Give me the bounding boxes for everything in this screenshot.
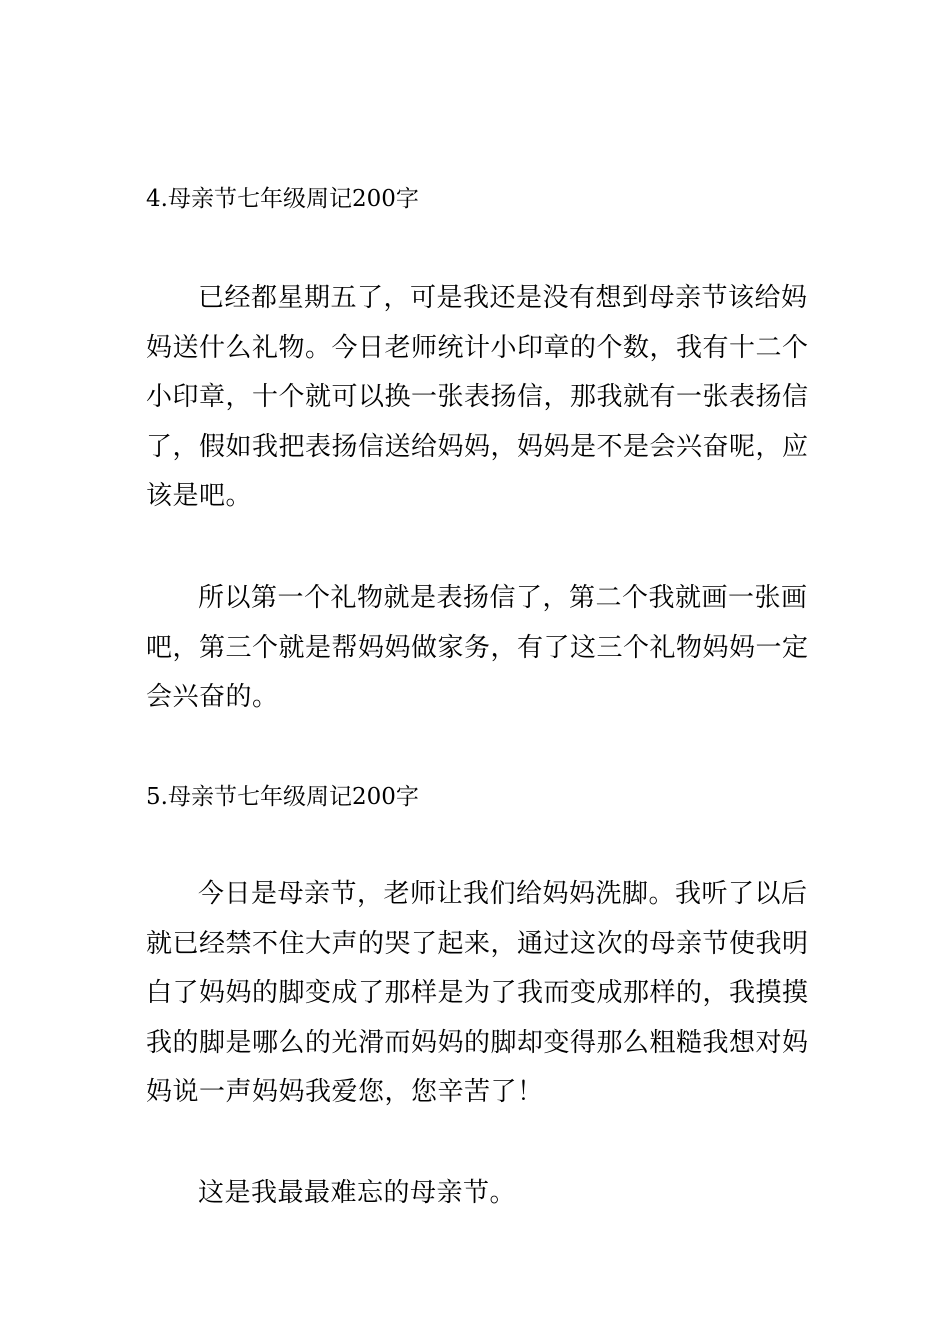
text-line: 小印章，十个就可以换一张表扬信，那我就有一张表扬信: [146, 382, 809, 412]
text-line: 吧，第三个就是帮妈妈做家务，有了这三个礼物妈妈一定: [146, 632, 809, 663]
text-line: 了，假如我把表扬信送给妈妈，妈妈是不是会兴奋呢，应: [146, 431, 809, 462]
section-5-paragraph-1: [146, 870, 809, 1118]
text-line: 我的脚是哪么的光滑而妈妈的脚却变得那么粗糙我想对妈: [146, 1027, 809, 1058]
text-line: 妈说一声妈妈我爱您，您辛苦了！: [146, 1077, 544, 1107]
section-4-heading: 4.母亲节七年级周记200字: [146, 186, 419, 212]
text-line: 会兴奋的。: [146, 682, 279, 712]
text-line: 这是我最最难忘的母亲节。: [198, 1178, 517, 1208]
text-line: 已经都星期五了，可是我还是没有想到母亲节该给妈: [198, 283, 808, 313]
text-line: 就已经禁不住大声的哭了起来，通过这次的母亲节使我明: [146, 928, 809, 959]
section-4-paragraph-1: [146, 274, 809, 522]
text-line: 所以第一个礼物就是表扬信了，第二个我就画一张画: [198, 583, 808, 613]
section-4-paragraph-2: [146, 574, 809, 723]
text-line: 妈送什么礼物。今日老师统计小印章的个数，我有十二个: [146, 332, 809, 363]
section-5-paragraph-2: [146, 1169, 806, 1219]
text-line: 该是吧。: [146, 481, 253, 511]
text-line: 今日是母亲节，老师让我们给妈妈洗脚。我听了以后: [198, 879, 808, 909]
section-5-heading: 5.母亲节七年级周记200字: [146, 784, 419, 810]
text-line: 白了妈妈的脚变成了那样是为了我而变成那样的，我摸摸: [146, 978, 809, 1008]
